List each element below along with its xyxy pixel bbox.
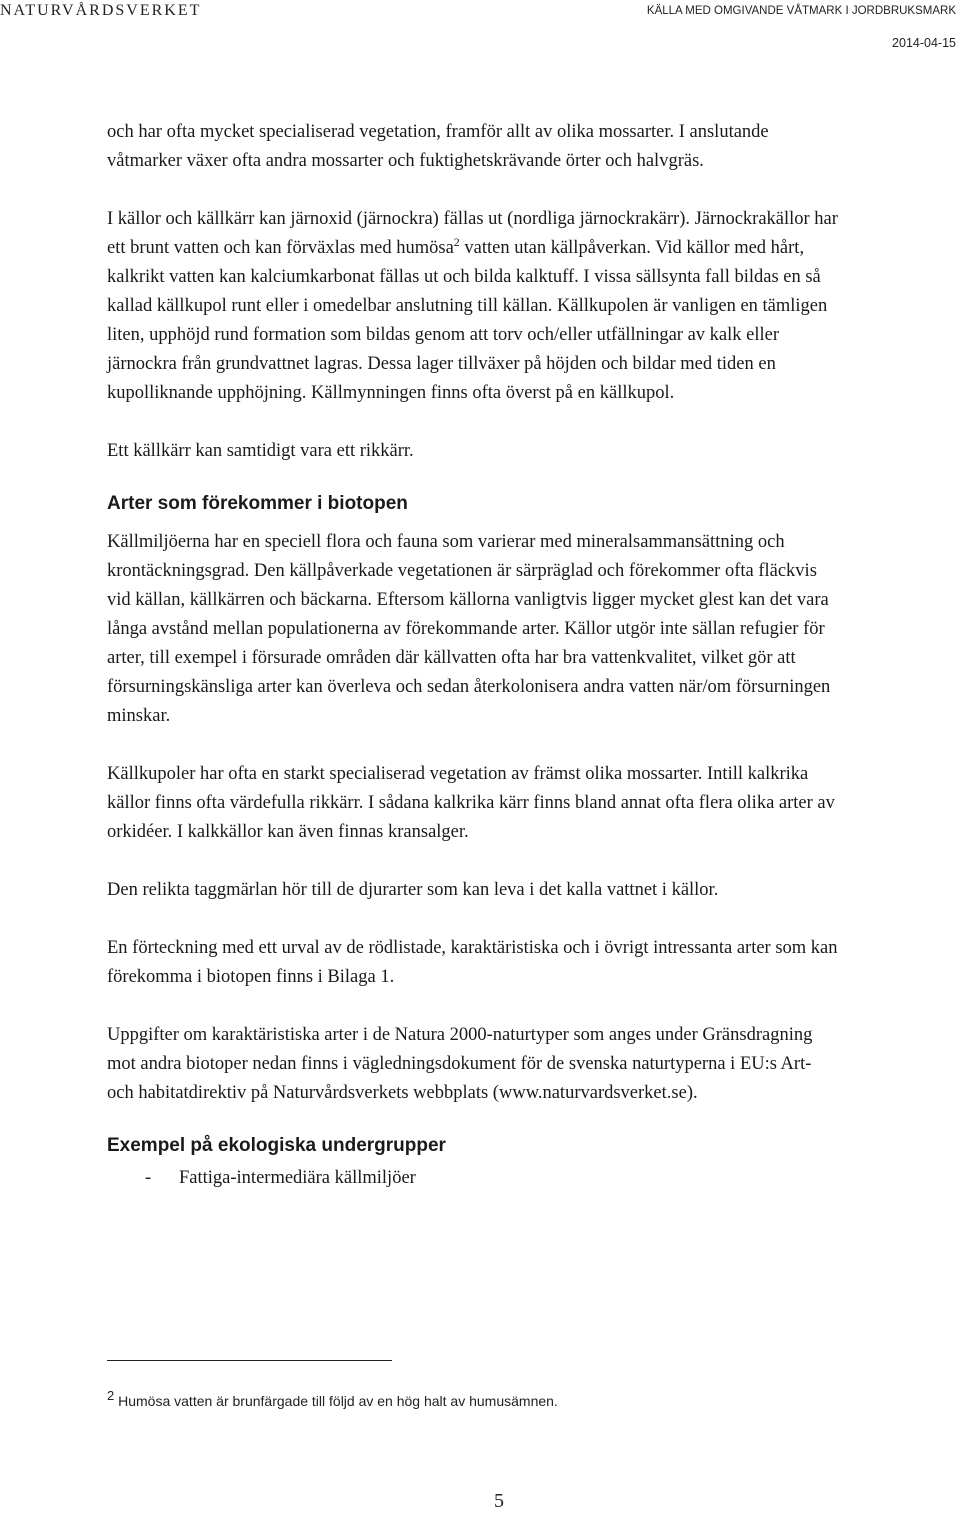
paragraph-7: En förteckning med ett urval av de rödlistade, karaktäristiska och i övrigt intressanta arter som kan förekomma i biotopen finns i Bilaga 1. bbox=[107, 938, 838, 987]
list-item-text: Fattiga-intermediära källmiljöer bbox=[179, 1168, 416, 1188]
paragraph-2-part-b: vatten utan källpåverkan. Vid källor med hårt, kalkrikt vatten kan kalciumkarbonat fällas ut och bilda kalktuff. I vissa sällsynta fall bildas en så kallad källkupol runt eller i omedelbar anslutning till källan. Källkupolen är vanligen en tämligen liten, upphöjd rund formation som bildas genom att torv och/eller utfällningar av kalk eller järnockra från grundvattnet lagras. Dessa lager tillväxer på höjden och bildar med tiden en kupolliknande upphöjning. Källmynningen finns ofta överst på en källkupol. bbox=[107, 238, 828, 403]
footnote bbox=[107, 1388, 558, 1409]
paragraph-5: Källkupoler har ofta en starkt specialiserad vegetation av främst olika mossarter. Intill kalkrika källor finns ofta värdefulla rikkärr. I sådana kalkrika kärr finns bland annat ofta flera olika arter av orkidéer. I kalkkällor kan även finnas kransalger. bbox=[107, 764, 835, 842]
page-number: 5 bbox=[494, 1490, 504, 1512]
header-date: 2014-04-15 bbox=[892, 36, 956, 50]
footnote-reference: 2 bbox=[453, 234, 460, 249]
paragraph-4: Källmiljöerna har en speciell flora och fauna som varierar med mineralsammansättning och krontäckningsgrad. Den källpåverkade vegetationen är särpräglad och förekommer ofta fläckvis vid källan, källkärren och bäckarna. Eftersom källorna vanligtvis ligger mycket glest kan det vara långa avstånd mellan populationerna av förekommande arter. Källor utgör inte sällan refugier för arter, till exempel i försurade områden där källvatten ofta har bra vattenkvalitet, vilket gör att försurningskänsliga arter kan överleva och sedan återkolonisera andra vatten när/om försurningen minskar. bbox=[107, 532, 831, 726]
footnote-separator bbox=[107, 1360, 392, 1361]
paragraph-2-part-a: I källor och källkärr kan järnoxid (järnockra) fällas ut (nordliga järnockrakärr). Järnockrakällor har ett brunt vatten och kan förväxlas med humösa bbox=[107, 209, 838, 258]
header-organization: NATURVÅRDSVERKET bbox=[0, 2, 202, 19]
paragraph-1: och har ofta mycket specialiserad vegetation, framför allt av olika mossarter. I anslutande våtmarker växer ofta andra mossarter och fuktighetskrävande örter och halvgräs. bbox=[107, 122, 769, 171]
header-document-title: KÄLLA MED OMGIVANDE VÅTMARK I JORDBRUKSMARK bbox=[646, 5, 956, 17]
section-heading-subgroups: Exempel på ekologiska undergrupper bbox=[107, 1135, 446, 1156]
list-bullet: - bbox=[145, 1168, 152, 1188]
paragraph-8: Uppgifter om karaktäristiska arter i de Natura 2000-naturtyper som anges under Gränsdragning mot andra biotoper nedan finns i vägledningsdokument för de svenska naturtyperna i EU:s Art- och habitatdirektiv på Naturvårdsverkets webbplats (www.naturvardsverket.se). bbox=[107, 1025, 813, 1103]
section-heading-species: Arter som förekommer i biotopen bbox=[107, 493, 408, 514]
footnote-number: 2 bbox=[107, 1388, 115, 1403]
list-item bbox=[107, 1164, 842, 1193]
paragraph-3: Ett källkärr kan samtidigt vara ett rikkärr. bbox=[107, 441, 414, 461]
paragraph-6: Den relikta taggmärlan hör till de djurarter som kan leva i det kalla vattnet i källor. bbox=[107, 880, 719, 900]
footnote-text: Humösa vatten är brunfärgade till följd av en hög halt av humusämnen. bbox=[118, 1393, 558, 1409]
paragraph-2 bbox=[107, 205, 842, 408]
document-body bbox=[107, 118, 842, 1193]
